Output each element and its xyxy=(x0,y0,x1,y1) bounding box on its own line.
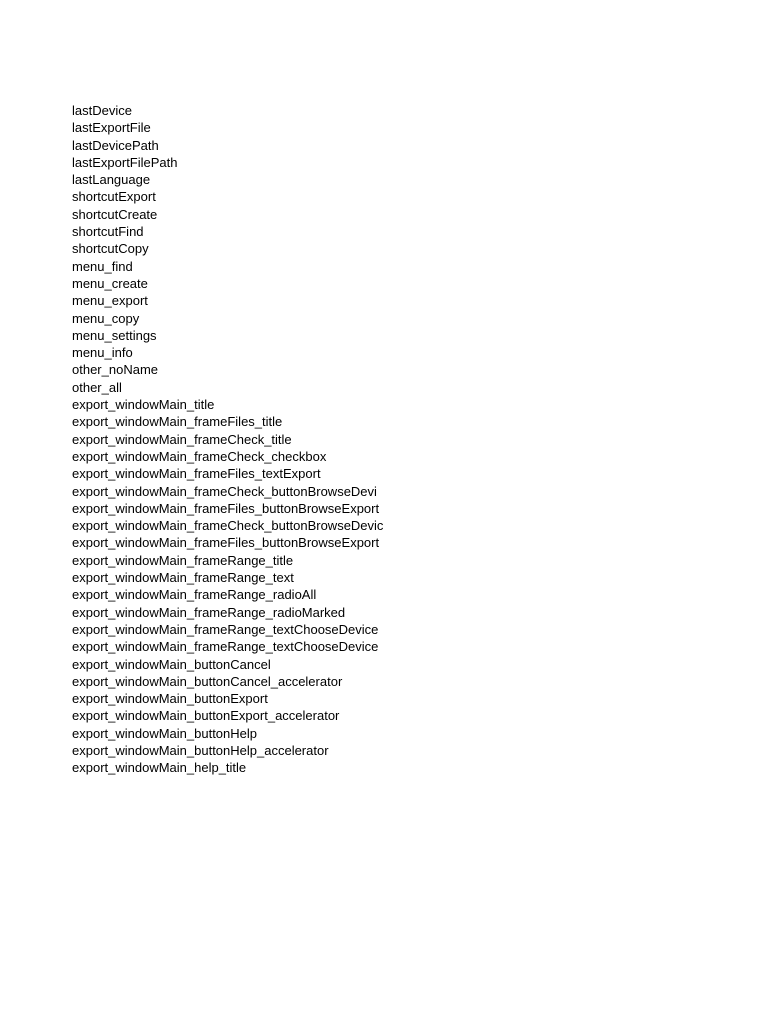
key-list-item: export_windowMain_frameRange_textChooseDevice xyxy=(72,639,379,655)
key-list-item: export_windowMain_frameRange_title xyxy=(72,552,294,568)
key-list-item: export_windowMain_help_title xyxy=(72,760,247,776)
key-list-item: export_windowMain_frameCheck_buttonBrowseDevic xyxy=(72,518,384,534)
key-list-item: export_windowMain_buttonCancel_accelerator xyxy=(72,673,343,689)
key-list-item: menu_copy xyxy=(72,310,140,326)
key-list-item: export_windowMain_frameCheck_title xyxy=(72,431,292,447)
key-list-item: export_windowMain_frameFiles_buttonBrowseExport xyxy=(72,500,380,516)
key-list-item: lastExportFilePath xyxy=(72,154,178,170)
key-list-item: lastDevicePath xyxy=(72,137,159,153)
key-list-item: lastLanguage xyxy=(72,172,151,188)
key-list-item: menu_export xyxy=(72,293,148,309)
key-list-item: other_all xyxy=(72,379,122,395)
key-list-item: shortcutFind xyxy=(72,224,144,240)
key-list-item: export_windowMain_buttonCancel xyxy=(72,656,271,672)
key-list-item: export_windowMain_frameRange_text xyxy=(72,570,294,586)
key-list-item: export_windowMain_title xyxy=(72,397,215,413)
key-list-item: lastDevice xyxy=(72,103,132,118)
key-list-item: export_windowMain_buttonExport_accelerator xyxy=(72,708,340,724)
key-list-item: menu_create xyxy=(72,275,148,291)
key-list-item: lastExportFile xyxy=(72,120,151,136)
key-list-item: shortcutCopy xyxy=(72,241,149,257)
key-list-item: menu_find xyxy=(72,258,133,274)
key-list-item: export_windowMain_frameFiles_buttonBrowseExport xyxy=(72,535,380,551)
key-list-item: export_windowMain_buttonHelp xyxy=(72,725,258,741)
key-list-item: export_windowMain_frameCheck_buttonBrowseDevi xyxy=(72,483,377,499)
key-list-item: menu_info xyxy=(72,345,133,361)
key-list-item: shortcutCreate xyxy=(72,206,158,222)
key-list-item: export_windowMain_buttonExport xyxy=(72,691,268,707)
key-list-item: export_windowMain_frameRange_radioMarked xyxy=(72,604,346,620)
key-list-item: export_windowMain_frameRange_textChooseDevice xyxy=(72,621,379,637)
key-list-item: export_windowMain_frameCheck_checkbox xyxy=(72,448,327,464)
key-list-item: export_windowMain_frameFiles_textExport xyxy=(72,466,321,482)
key-list-item: other_noName xyxy=(72,362,158,378)
key-list-item: export_windowMain_buttonHelp_accelerator xyxy=(72,742,329,758)
key-list-item: export_windowMain_frameFiles_title xyxy=(72,414,283,430)
key-list-item: menu_settings xyxy=(72,327,157,343)
key-list xyxy=(72,102,407,777)
key-list-item: shortcutExport xyxy=(72,189,156,205)
key-list-item: export_windowMain_frameRange_radioAll xyxy=(72,587,317,603)
